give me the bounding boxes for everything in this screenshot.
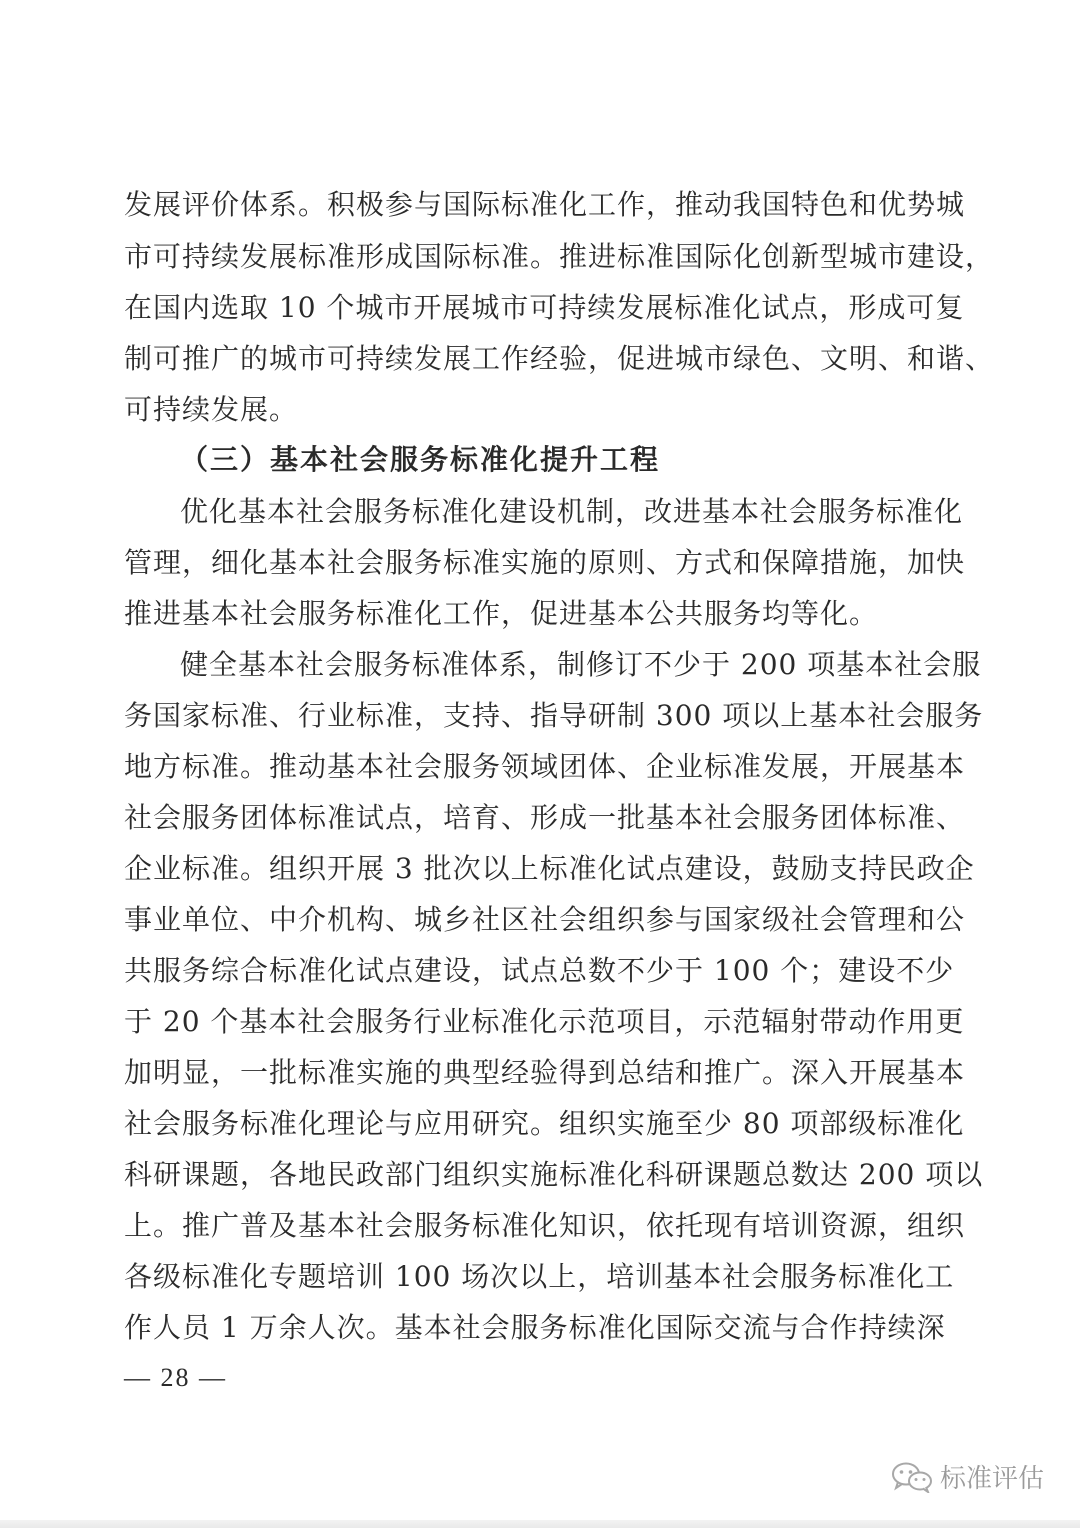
body-line: 市可持续发展标准形成国际标准。推进标准国际化创新型城市建设，	[124, 240, 995, 273]
body-line: 推进基本社会服务标准化工作，促进基本公共服务均等化。	[124, 597, 879, 630]
body-line: 作人员 1 万余人次。基本社会服务标准化国际交流与合作持续深	[124, 1311, 946, 1344]
page-bottom-edge	[0, 1520, 1080, 1528]
body-line: 务国家标准、行业标准，支持、指导研制 300 项以上基本社会服务	[124, 699, 984, 732]
body-line: 制可推广的城市可持续发展工作经验，促进城市绿色、文明、和谐、	[124, 342, 995, 375]
section-heading: （三）基本社会服务标准化提升工程	[180, 443, 661, 476]
paragraph-first-line: 健全基本社会服务标准体系，制修订不少于 200 项基本社会服	[180, 648, 982, 681]
watermark	[890, 1458, 1044, 1495]
wechat-icon	[890, 1461, 934, 1493]
body-line: 加明显，一批标准实施的典型经验得到总结和推广。深入开展基本	[124, 1056, 966, 1089]
body-line: 上。推广普及基本社会服务标准化知识，依托现有培训资源，组织	[124, 1209, 966, 1242]
body-line: 在国内选取 10 个城市开展城市可持续发展标准化试点，形成可复	[124, 291, 965, 324]
body-line: 管理，细化基本社会服务标准实施的原则、方式和保障措施，加快	[124, 546, 966, 579]
body-line: 发展评价体系。积极参与国际标准化工作，推动我国特色和优势城	[124, 188, 966, 221]
body-line: 各级标准化专题培训 100 场次以上，培训基本社会服务标准化工	[124, 1260, 955, 1293]
body-line: 企业标准。组织开展 3 批次以上标准化试点建设，鼓励支持民政企	[124, 852, 975, 885]
body-line: 科研课题，各地民政部门组织实施标准化科研课题总数达 200 项以	[124, 1158, 984, 1191]
paragraph-first-line: 优化基本社会服务标准化建设机制，改进基本社会服务标准化	[180, 495, 964, 528]
body-line: 地方标准。推动基本社会服务领域团体、企业标准发展，开展基本	[124, 750, 966, 783]
body-line: 可持续发展。	[124, 393, 299, 426]
body-line: 于 20 个基本社会服务行业标准化示范项目，示范辐射带动作用更	[124, 1005, 965, 1038]
body-line: 事业单位、中介机构、城乡社区社会组织参与国家级社会管理和公	[124, 903, 966, 936]
page-number: — 28 —	[124, 1363, 227, 1392]
watermark-text: 标准评估	[940, 1464, 1045, 1494]
body-line: 社会服务团体标准试点，培育、形成一批基本社会服务团体标准、	[124, 801, 966, 834]
body-line: 共服务综合标准化试点建设，试点总数不少于 100 个；建设不少	[124, 954, 955, 987]
body-line: 社会服务标准化理论与应用研究。组织实施至少 80 项部级标准化	[124, 1107, 965, 1140]
